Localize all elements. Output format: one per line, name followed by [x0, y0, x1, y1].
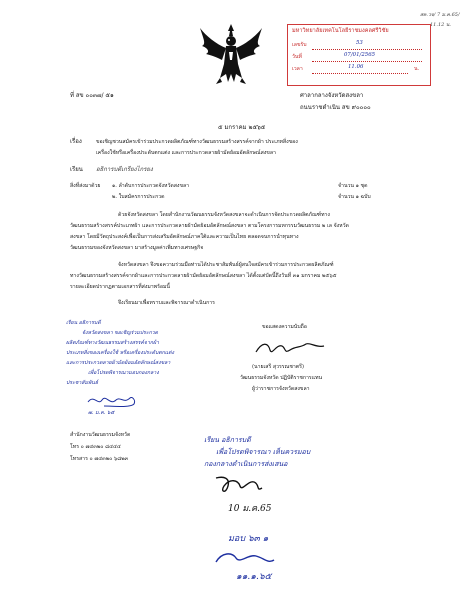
garuda-emblem-icon: [196, 22, 266, 88]
bottom-note-line2: ๑๑.๑.๖๕: [236, 572, 272, 582]
handwritten-initials-icon: [84, 392, 140, 410]
stamp-label-date: วันที่: [292, 54, 302, 60]
stamp-title: มหาวิทยาลัยเทคโนโลยีราชมงคลศรีวิชัย: [292, 28, 389, 34]
subject-line1: ขอเชิญชวนสมัครเข้าร่วมประกวดผลิตภัณฑ์ทางวัฒนธรรมสร้างสรรค์จากผ้า ประเภทสิ่งของ: [96, 139, 298, 145]
sender-phone: โทร ๐ ๗๔๓๒๐ ๘๔๔๔: [70, 444, 121, 450]
enclosure-item-1: ๑. ลำดับการประกวดจังหวัดสงขลา: [112, 183, 190, 189]
regards-text: ขอแสดงความนับถือ: [262, 324, 307, 330]
org-address-line2: ถนนราชดำเนิน สข ๙๐๐๐๐: [300, 104, 371, 111]
handnote-left-line6: เพื่อโปรดพิจารณามอบกองกลาง: [88, 370, 159, 376]
document-date: ๕ มกราคม ๒๕๖๕: [218, 124, 266, 131]
body-p1-line3: สงขลา โดยมีวัตถุประสงค์เพื่อเป็นการส่งเสริมอัตลักษณ์ภาคใต้และความเป็นไทย ตลอดจนการนำทุนทาง: [70, 234, 299, 240]
enclosures-label: สิ่งที่ส่งมาด้วย: [70, 183, 101, 189]
body-p1-line2: วัฒนธรรมสร้างสรรค์ประเภทผ้า และการประกวดลายผ้ามัดย้อมอัตลักษณ์สงขลา ตามโครงการมหกรรมวัฒนธรรม ๒ เล จังหวัด: [70, 223, 349, 229]
recipient-name: อธิการบดีเกรียงไกรยง: [96, 166, 153, 173]
handnote-left-date: ๗. ม.ค. ๖๕: [88, 410, 115, 416]
enclosure-item-2: ๒. ใบสมัครการประกวด: [112, 194, 165, 200]
enclosure-count-2: จำนวน ๑ ฉบับ: [338, 194, 371, 200]
handnote-left-line7: ประชาสัมพันธ์: [66, 380, 99, 386]
handnote-left-line1: เรียน อธิการบดี: [66, 320, 101, 326]
receiving-stamp: [287, 24, 431, 86]
sender-office: สำนักงานวัฒนธรรมจังหวัด: [70, 432, 131, 438]
corner-note-line1: สค.วจ/ 7 ม.ค.65/: [420, 12, 460, 18]
director-signature-icon: [210, 472, 270, 498]
org-address-line1: ศาลากลางจังหวัดสงขลา: [300, 92, 364, 99]
recipient-label: เรียน: [70, 166, 83, 173]
signature-icon: [250, 338, 340, 360]
sender-fax: โทรสาร ๐ ๗๔๓๒๐ ๖๘๒๓: [70, 456, 129, 462]
handnote-right-date: 10 ม.ค.65: [228, 504, 272, 514]
bottom-note-line1: มอบ ๖๓ ๑: [228, 534, 269, 544]
stamp-label-number: เลขรับ: [292, 42, 307, 48]
subject-label: เรื่อง: [70, 138, 82, 145]
subject-line2: เครื่องใช้หรือเครื่องประดับตกแต่ง และการประกวดลายผ้ามัดย้อมอัตลักษณ์สงขลา: [96, 150, 276, 156]
closing-request: จึงเรียนมาเพื่อทราบและพิจารณาดำเนินการ: [118, 300, 215, 306]
stamp-label-time: เวลา: [292, 66, 303, 72]
corner-note-line2: 11.12 น.: [430, 22, 451, 28]
stamp-value-date: 07/01/2565: [344, 52, 376, 58]
body-p2-line1: จังหวัดสงขลา จึงขอความร่วมมือท่านได้ประชาสัมพันธ์ผู้สนใจสมัครเข้าร่วมการประกวดผลิตภัณฑ์: [118, 262, 334, 268]
handnote-left-line3: ผลิตภัณฑ์ทางวัฒนธรรมสร้างสรรค์จากผ้า: [66, 340, 159, 346]
body-p1-line4: วัฒนธรรมของจังหวัดสงขลา มาสร้างมูลค่าเพิ่มทางเศรษฐกิจ: [70, 245, 204, 251]
signer-name: (นายเสรี สุวรรณชาตรี): [252, 364, 304, 370]
handnote-right-line3: กองกลางดำเนินการส่งเสนอ: [204, 460, 288, 468]
body-p2-line2: ทางวัฒนธรรมสร้างสรรค์จากผ้าและการประกวดลายผ้ามัดย้อมอัตลักษณ์สงขลา ได้ตั้งแต่บัดนี้ถึงวันที่ ๓๑ มกราคม ๒๕๖๕: [70, 273, 337, 279]
enclosure-count-1: จำนวน ๑ ชุด: [338, 183, 368, 189]
stamp-value-time: 11.06: [348, 64, 364, 70]
handnote-right-line1: เรียน อธิการบดี: [204, 436, 251, 444]
handnote-left-line2: จังหวัดสงขลา ขอเชิญร่วมประกวด: [82, 330, 159, 336]
stamp-suffix: น.: [414, 66, 420, 72]
handnote-right-line2: เพื่อโปรดพิจารณา เห็นควรมอบ: [216, 448, 311, 456]
body-p1-line1: ด้วยจังหวัดสงขลา โดยสำนักงานวัฒนธรรมจังหวัดสงขลาจะดำเนินการจัดประกวดผลิตภัณฑ์ทาง: [118, 212, 330, 218]
document-number: ที่ สข ๐๐๓๗/ ๕๑: [70, 92, 114, 99]
handnote-left-line5: และการประกวดลายผ้ามัดย้อมอัตลักษณ์สงขลา: [66, 360, 171, 366]
signer-title1: วัฒนธรรมจังหวัด ปฏิบัติราชการแทน: [240, 375, 323, 381]
body-p2-line3: รายละเอียดปรากฏตามเอกสารที่ส่งมาพร้อมนี้: [70, 284, 170, 290]
signer-title2: ผู้ว่าราชการจังหวัดสงขลา: [252, 386, 310, 392]
bottom-signature-icon: [208, 548, 278, 570]
handnote-left-line4: ประเภทสิ่งของเครื่องใช้ หรือเครื่องประดับตกแต่ง: [66, 350, 175, 356]
stamp-value-number: 53: [356, 40, 363, 46]
